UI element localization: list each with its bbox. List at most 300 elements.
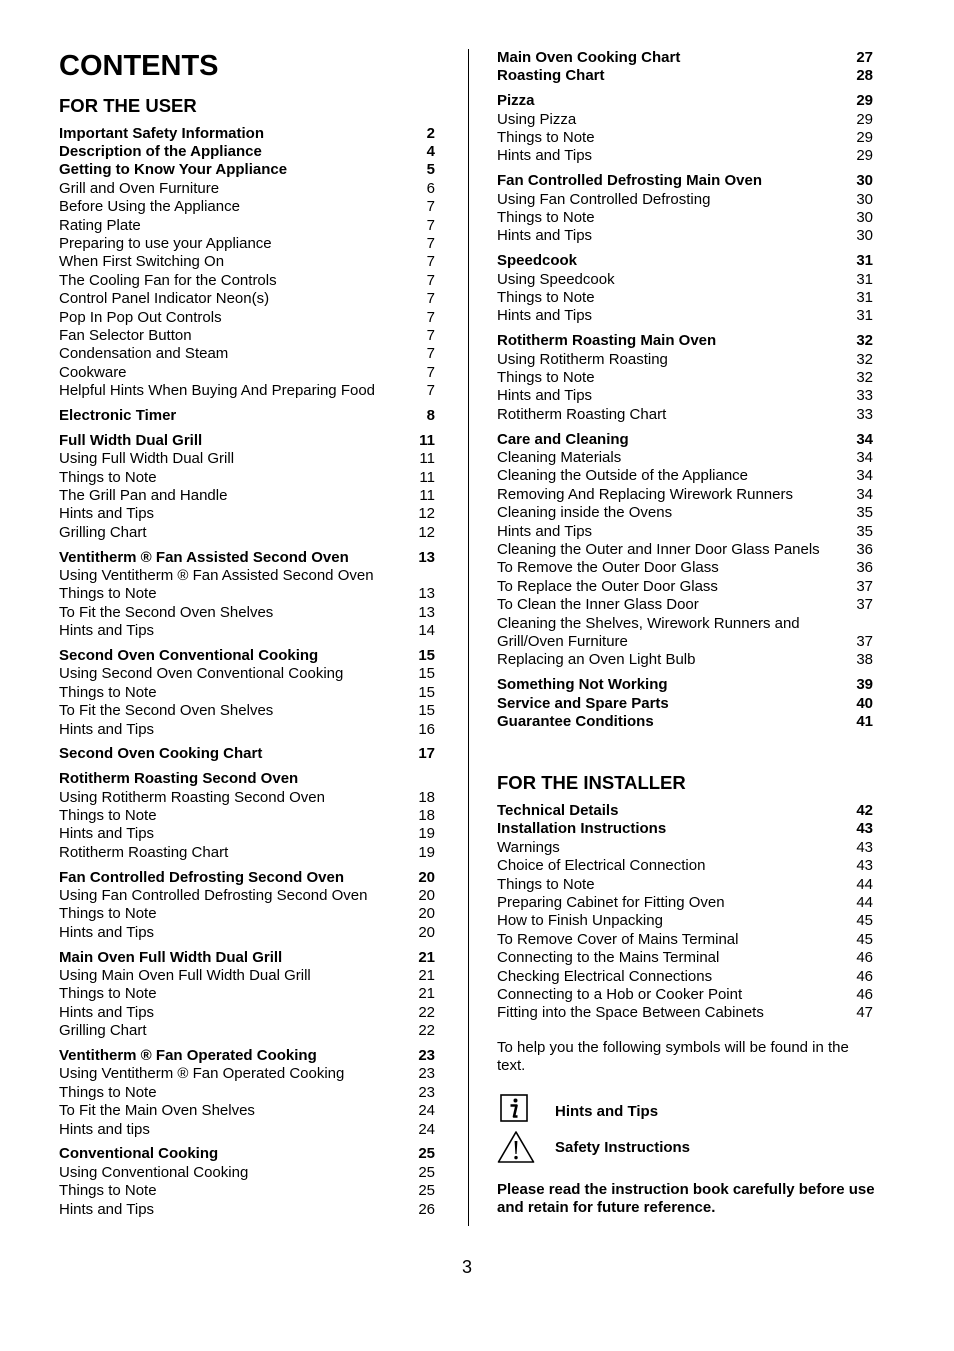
toc-entry (59, 235, 435, 253)
toc-entry (497, 467, 873, 485)
toc-entry-page: 41 (856, 713, 873, 730)
symbols-intro: To help you the following symbols will be found in the text. (497, 1039, 849, 1075)
toc-entry-page: 43 (856, 857, 873, 875)
toc-entry-title: Cookware (59, 363, 127, 381)
toc-entry-page: 37 (856, 596, 873, 614)
toc-entry-page: 7 (426, 290, 435, 308)
toc-entry-title: Preparing Cabinet for Fitting Oven (497, 894, 725, 911)
toc-entry-title: Pop In Pop Out Controls (59, 308, 222, 326)
toc-entry-title: To Remove Cover of Mains Terminal (497, 930, 739, 948)
toc-entry-page: 37 (856, 577, 873, 595)
toc-entry (59, 487, 435, 505)
toc-entry-page: 22 (418, 1022, 435, 1040)
toc-entry-title: Things to Note (59, 683, 157, 701)
toc-entry-page: 45 (856, 912, 873, 930)
toc-entry-title: Hints and Tips (59, 1003, 155, 1021)
toc-entry-page: 30 (856, 190, 873, 208)
toc-entry (59, 1102, 435, 1120)
toc-entry-title: Things to Note (59, 806, 157, 824)
toc-entry-title: Technical Details (497, 802, 619, 819)
toc-entry-page: 18 (418, 788, 435, 806)
toc-entry-title: Using Second Oven Conventional Cooking (59, 665, 344, 683)
toc-entry-title: Connecting to a Hob or Cooker Point (497, 986, 743, 1003)
toc-entry-page: 8 (426, 406, 435, 424)
toc-entry-page: 34 (856, 485, 873, 503)
toc-entry-page: 7 (426, 308, 435, 326)
toc-entry (497, 894, 873, 912)
toc-entry-title: Main Oven Full Width Dual Grill (59, 948, 283, 966)
toc-entry (59, 604, 435, 622)
toc-entry (59, 1022, 435, 1040)
toc-entry (497, 523, 873, 541)
toc-entry-page: 2 (426, 124, 435, 142)
toc-entry-page: 7 (426, 345, 435, 363)
toc-entry-title: Something Not Working (497, 676, 668, 694)
toc-entry-title: The Cooling Fan for the Controls (59, 271, 277, 289)
toc-entry-page: 30 (856, 172, 873, 190)
toc-entry (59, 217, 435, 235)
toc-entry-page: 25 (418, 1182, 435, 1200)
safety-symbol-label: Safety Instructions (555, 1139, 691, 1156)
toc-entry-page: 44 (856, 894, 873, 911)
toc-entry (59, 1047, 435, 1065)
toc-entry-page: 20 (418, 905, 435, 923)
toc-entry-title: Hints and Tips (497, 227, 593, 245)
toc-entry-page: 45 (856, 930, 873, 948)
toc-entry (59, 1121, 435, 1139)
toc-entry (59, 967, 435, 985)
hints-tips-symbol-label: Hints and Tips (555, 1103, 659, 1120)
toc-entry (497, 111, 873, 129)
toc-entry-page: 7 (426, 363, 435, 381)
toc-entry-title: Things to Note (497, 209, 595, 226)
toc-entry-title: Things to Note (59, 905, 157, 923)
toc-entry-page: 5 (426, 161, 435, 179)
toc-entry-page: 42 (856, 802, 873, 819)
toc-entry (497, 449, 873, 467)
toc-entry (59, 382, 435, 400)
toc-entry-title: When First Switching On (59, 253, 225, 271)
toc-entry-page: 43 (856, 838, 873, 856)
toc-entry (59, 505, 435, 523)
installer-section-heading: FOR THE INSTALLER (497, 772, 686, 793)
toc-entry-page: 13 (418, 548, 435, 566)
toc-entry-page: 28 (856, 67, 873, 85)
toc-entry-title: To Fit the Main Oven Shelves (59, 1102, 255, 1120)
toc-entry (59, 198, 435, 216)
toc-entry (59, 647, 435, 665)
toc-entry-title: Fan Controlled Defrosting Second Oven (59, 868, 345, 886)
toc-entry-page: 31 (856, 289, 873, 306)
toc-entry-page: 34 (856, 449, 873, 466)
toc-entry (59, 924, 435, 942)
warning-triangle-icon (497, 1130, 535, 1169)
toc-entry-page: 36 (856, 559, 873, 577)
toc-entry-title: Grill/Oven Furniture (497, 633, 628, 650)
toc-entry-title: Things to Note (497, 369, 595, 386)
toc-entry (497, 252, 873, 270)
toc-entry-page: 31 (856, 270, 873, 288)
toc-entry-page: 7 (426, 271, 435, 289)
toc-entry-title: Electronic Timer (59, 406, 177, 424)
toc-entry-page: 7 (426, 253, 435, 271)
toc-entry-page: 35 (856, 504, 873, 522)
toc-entry-title: Rotitherm Roasting Main Oven (497, 332, 717, 350)
toc-entry-page: 34 (856, 467, 873, 485)
toc-entry-title: Description of the Appliance (59, 142, 262, 160)
toc-entry-page: 7 (426, 234, 435, 252)
toc-entry-title: Using Rotitherm Roasting (497, 350, 668, 368)
toc-entry-title: Things to Note (497, 875, 595, 893)
toc-entry-title: Preparing to use your Appliance (59, 234, 272, 252)
toc-entry-page: 19 (418, 843, 435, 861)
toc-entry-page: 20 (418, 868, 435, 886)
toc-entry (497, 369, 873, 387)
closing-note: Please read the instruction book carefully before use and retain for future reference. (497, 1181, 875, 1217)
toc-entry (497, 949, 873, 967)
toc-entry-page: 4 (426, 142, 435, 160)
toc-entry-title: Using Conventional Cooking (59, 1163, 249, 1181)
toc-entry-page: 25 (418, 1145, 435, 1163)
toc-entry (497, 651, 873, 669)
toc-entry (59, 567, 435, 585)
toc-entry (497, 857, 873, 875)
toc-entry (59, 549, 435, 567)
toc-entry-title: Replacing an Oven Light Bulb (497, 651, 696, 669)
toc-entry-page: 14 (418, 622, 435, 640)
toc-entry-page: 30 (856, 209, 873, 226)
toc-entry-page: 15 (418, 646, 435, 664)
toc-entry (59, 290, 435, 308)
toc-entry (59, 345, 435, 363)
toc-entry (59, 1065, 435, 1083)
toc-entry (497, 271, 873, 289)
toc-entry-title: Service and Spare Parts (497, 694, 669, 712)
toc-entry (59, 180, 435, 198)
toc-entry-page: 22 (418, 1003, 435, 1021)
toc-entry-page: 20 (418, 923, 435, 941)
toc-entry (59, 985, 435, 1003)
toc-entry (59, 272, 435, 290)
toc-entry (497, 1004, 873, 1022)
user-section-heading: FOR THE USER (59, 95, 197, 116)
toc-entry-page: 29 (856, 147, 873, 165)
toc-entry-title: Using Fan Controlled Defrosting (497, 190, 711, 208)
toc-entry (497, 968, 873, 986)
toc-entry-title: Control Panel Indicator Neon(s) (59, 290, 270, 308)
toc-entry-page: 29 (856, 92, 873, 110)
toc-entry-title: Fitting into the Space Between Cabinets (497, 1004, 764, 1022)
toc-entry (59, 745, 435, 763)
toc-entry-page: 31 (856, 252, 873, 270)
toc-entry-page: 24 (418, 1120, 435, 1138)
toc-entry-title: Using Fan Controlled Defrosting Second Oven (59, 886, 368, 904)
toc-entry (497, 676, 873, 694)
toc-entry-page: 12 (418, 523, 435, 541)
toc-entry-title: Using Pizza (497, 110, 577, 128)
toc-entry-title: Warnings (497, 838, 560, 856)
toc-entry (59, 825, 435, 843)
toc-entry-title: Fan Controlled Defrosting Main Oven (497, 172, 763, 190)
toc-entry-page: 20 (418, 886, 435, 904)
toc-entry-title: Speedcook (497, 252, 578, 270)
toc-entry-page: 30 (856, 227, 873, 245)
toc-entry (497, 172, 873, 190)
toc-entry (497, 820, 873, 838)
toc-entry (59, 869, 435, 887)
toc-entry-title: Hints and Tips (59, 720, 155, 738)
toc-entry-title: Installation Instructions (497, 820, 667, 838)
toc-entry (59, 721, 435, 739)
toc-entry-title: Grilling Chart (59, 1022, 147, 1040)
toc-entry-page: 13 (418, 603, 435, 621)
toc-entry (59, 327, 435, 345)
toc-entry-title: Helpful Hints When Buying And Preparing Food (59, 382, 376, 400)
toc-entry-page: 23 (418, 1065, 435, 1083)
toc-entry-title: Ventitherm ® Fan Operated Cooking (59, 1046, 317, 1064)
toc-entry-title: Conventional Cooking (59, 1145, 219, 1163)
column-divider (468, 49, 469, 1226)
toc-entry (497, 147, 873, 165)
toc-entry-page: 31 (856, 307, 873, 325)
page-title: CONTENTS (59, 50, 219, 82)
toc-entry (497, 307, 873, 325)
toc-entry (497, 351, 873, 369)
toc-entry-title: To Replace the Outer Door Glass (497, 577, 718, 595)
toc-entry (59, 949, 435, 967)
toc-entry (59, 665, 435, 683)
toc-entry-title: Using Rotitherm Roasting Second Oven (59, 788, 325, 806)
toc-entry-title: To Clean the Inner Glass Door (497, 596, 699, 614)
toc-entry-page: 29 (856, 110, 873, 128)
toc-entry (497, 596, 873, 614)
toc-entry (59, 905, 435, 923)
toc-entry-title: Roasting Chart (497, 67, 605, 85)
toc-entry-title: Hints and Tips (497, 522, 593, 540)
toc-entry (59, 143, 435, 161)
toc-entry-page: 15 (418, 683, 435, 701)
toc-entry-title: Hints and Tips (59, 622, 155, 640)
toc-entry-title: Cleaning the Outer and Inner Door Glass Panels (497, 541, 820, 558)
toc-entry (497, 191, 873, 209)
toc-entry-page: 21 (418, 985, 435, 1003)
toc-entry-page: 40 (856, 694, 873, 712)
toc-entry (497, 578, 873, 596)
toc-entry-page: 44 (856, 875, 873, 893)
toc-entry-title: Hints and tips (59, 1120, 150, 1138)
toc-entry-page: 15 (418, 665, 435, 683)
toc-entry-page: 11 (419, 431, 435, 449)
toc-entry-title: Rotitherm Roasting Chart (497, 405, 667, 423)
toc-entry (59, 702, 435, 720)
toc-entry-page: 37 (856, 633, 873, 650)
toc-entry-title: Connecting to the Mains Terminal (497, 949, 720, 967)
toc-entry-title: Full Width Dual Grill (59, 431, 203, 449)
toc-entry-title: Hints and Tips (497, 307, 593, 325)
toc-entry-page: 32 (856, 369, 873, 386)
toc-entry (59, 407, 435, 425)
toc-entry-title: Pizza (497, 92, 535, 110)
toc-entry-title: Cleaning the Shelves, Wirework Runners and (497, 614, 800, 632)
toc-entry-title: Hints and Tips (497, 147, 593, 165)
toc-entry-title: Hints and Tips (59, 505, 155, 523)
toc-entry-page: 33 (856, 387, 873, 405)
toc-entry (59, 1084, 435, 1102)
toc-entry-page: 7 (426, 216, 435, 234)
toc-entry (497, 209, 873, 227)
toc-entry-title: Things to Note (59, 468, 157, 486)
toc-entry (59, 1004, 435, 1022)
toc-entry (497, 49, 873, 67)
toc-entry-page: 24 (418, 1102, 435, 1120)
info-icon (500, 1094, 528, 1127)
toc-entry-page: 7 (426, 382, 435, 400)
toc-entry-title: Removing And Replacing Wirework Runners (497, 485, 793, 503)
toc-entry-page: 6 (426, 179, 435, 197)
toc-entry (59, 807, 435, 825)
toc-entry-page: 27 (856, 49, 873, 66)
toc-entry (497, 504, 873, 522)
toc-entry (59, 585, 435, 603)
toc-entry-title: Checking Electrical Connections (497, 967, 713, 985)
toc-entry (497, 559, 873, 577)
toc-entry (497, 541, 873, 559)
toc-entry-title: Things to Note (497, 129, 595, 146)
toc-entry (497, 912, 873, 930)
toc-entry-page: 43 (856, 820, 873, 838)
toc-entry (59, 844, 435, 862)
toc-entry (497, 931, 873, 949)
toc-entry-title: Hints and Tips (59, 825, 155, 843)
toc-entry-title: Things to Note (59, 585, 157, 603)
toc-entry-title: Choice of Electrical Connection (497, 857, 706, 875)
toc-entry-title: How to Finish Unpacking (497, 912, 663, 930)
toc-entry-title: Using Full Width Dual Grill (59, 450, 235, 468)
toc-entry (59, 432, 435, 450)
toc-entry-page: 7 (426, 326, 435, 344)
toc-entry-title: Things to Note (59, 1182, 157, 1200)
toc-entry (59, 770, 435, 788)
toc-entry-page: 32 (856, 350, 873, 368)
toc-entry (497, 486, 873, 504)
toc-entry-title: To Fit the Second Oven Shelves (59, 702, 274, 720)
toc-entry (497, 802, 873, 820)
toc-entry (59, 1201, 435, 1219)
toc-entry-page: 46 (856, 949, 873, 967)
toc-entry-page: 36 (856, 541, 873, 558)
toc-entry (59, 684, 435, 702)
toc-entry-title: Rating Plate (59, 216, 141, 234)
toc-entry (59, 364, 435, 382)
toc-entry (59, 450, 435, 468)
toc-entry-title: Cleaning Materials (497, 449, 622, 466)
page-number: 3 (462, 1257, 473, 1277)
toc-entry-page: 21 (418, 948, 435, 966)
toc-entry-page: 11 (419, 450, 435, 468)
toc-entry (59, 622, 435, 640)
toc-entry-title: Using Speedcook (497, 270, 615, 288)
toc-entry (59, 1182, 435, 1200)
toc-entry-title: Condensation and Steam (59, 345, 229, 363)
toc-entry (497, 387, 873, 405)
toc-entry-page: 16 (418, 720, 435, 738)
toc-entry (497, 839, 873, 857)
toc-entry-page: 25 (418, 1163, 435, 1181)
toc-entry-title: Before Using the Appliance (59, 198, 240, 216)
toc-entry-title: Getting to Know Your Appliance (59, 161, 288, 179)
toc-entry (59, 309, 435, 327)
toc-entry-title: Second Oven Conventional Cooking (59, 646, 319, 664)
toc-entry (59, 253, 435, 271)
toc-entry-title: Rotitherm Roasting Second Oven (59, 770, 299, 788)
toc-entry-page: 38 (856, 651, 873, 669)
toc-entry-title: Hints and Tips (497, 387, 593, 405)
toc-entry (59, 1145, 435, 1163)
toc-entry (497, 695, 873, 713)
toc-entry-page: 21 (418, 966, 435, 984)
toc-entry-page: 34 (856, 430, 873, 448)
toc-entry-page: 11 (419, 486, 435, 504)
toc-entry-title: Things to Note (59, 985, 157, 1003)
toc-entry-page: 11 (419, 468, 435, 486)
toc-entry-page: 39 (856, 676, 873, 694)
toc-entry-page: 23 (418, 1046, 435, 1064)
toc-entry (59, 789, 435, 807)
toc-entry-title: Using Ventitherm ® Fan Operated Cooking (59, 1065, 345, 1083)
toc-entry-page: 18 (418, 806, 435, 824)
toc-entry-title: Guarantee Conditions (497, 713, 654, 730)
toc-entry (59, 161, 435, 179)
toc-entry-title: Care and Cleaning (497, 430, 629, 448)
toc-entry-page: 46 (856, 967, 873, 985)
toc-entry (497, 67, 873, 85)
toc-entry (497, 876, 873, 894)
toc-entry-title: Hints and Tips (59, 1200, 155, 1218)
toc-entry-title: To Remove the Outer Door Glass (497, 559, 719, 577)
toc-entry-title: Important Safety Information (59, 124, 265, 142)
toc-entry (497, 92, 873, 110)
toc-entry (497, 227, 873, 245)
toc-entry (497, 431, 873, 449)
toc-entry (59, 524, 435, 542)
toc-entry (497, 713, 873, 731)
toc-entry (59, 1164, 435, 1182)
toc-entry-title: Rotitherm Roasting Chart (59, 843, 229, 861)
toc-entry-title: The Grill Pan and Handle (59, 486, 228, 504)
toc-entry-page: 17 (418, 745, 435, 763)
toc-entry-title: Things to Note (497, 289, 595, 306)
toc-entry-page: 26 (418, 1200, 435, 1218)
toc-entry-page: 32 (856, 332, 873, 350)
toc-entry-page: 33 (856, 405, 873, 423)
toc-entry-page: 47 (856, 1004, 873, 1022)
toc-entry (497, 406, 873, 424)
toc-entry (497, 289, 873, 307)
toc-entry (497, 986, 873, 1004)
toc-entry-page: 7 (426, 198, 435, 216)
toc-entry-title: Hints and Tips (59, 923, 155, 941)
toc-entry (497, 633, 873, 651)
toc-entry-page: 46 (856, 986, 873, 1003)
toc-entry-title: Grilling Chart (59, 523, 147, 541)
toc-entry (497, 332, 873, 350)
toc-entry-page: 35 (856, 522, 873, 540)
toc-entry-title: To Fit the Second Oven Shelves (59, 603, 274, 621)
toc-entry-title: Main Oven Cooking Chart (497, 49, 681, 66)
toc-entry-title: Cleaning inside the Ovens (497, 504, 673, 522)
toc-entry-page: 23 (418, 1083, 435, 1101)
toc-entry-title: Ventitherm ® Fan Assisted Second Oven (59, 548, 349, 566)
